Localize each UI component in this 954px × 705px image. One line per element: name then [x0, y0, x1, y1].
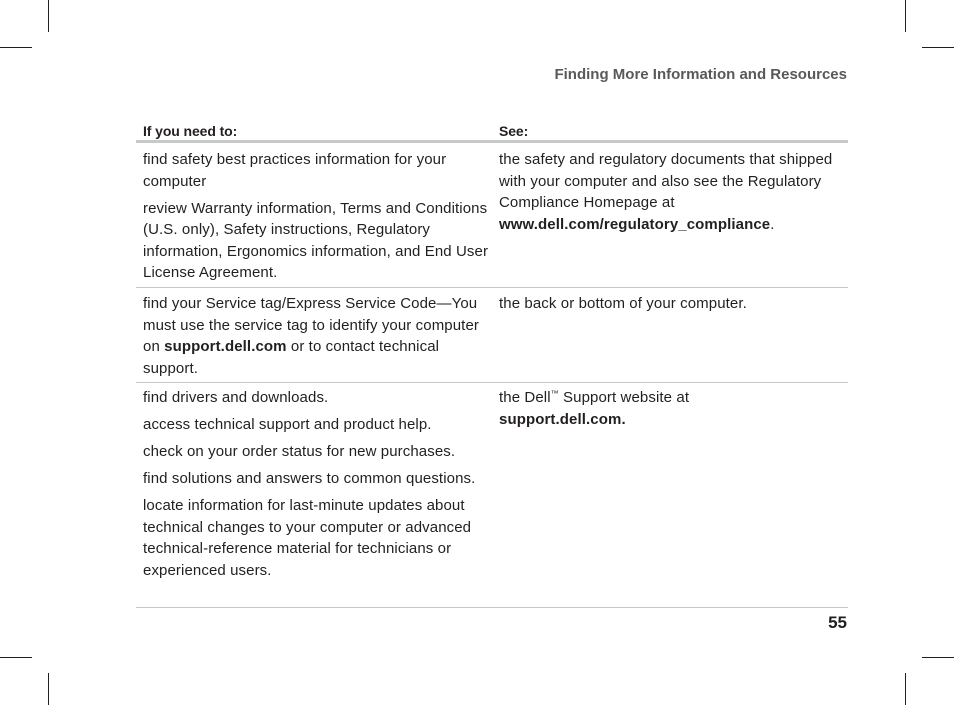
trademark-symbol: ™	[550, 389, 559, 398]
see-cell	[492, 387, 848, 607]
see-text-body: the Dell	[499, 389, 551, 406]
need-text-suffix: or to contact technical support.	[143, 338, 440, 377]
need-item: find drivers and downloads.	[143, 389, 329, 406]
crop-mark	[905, 0, 906, 32]
support-link[interactable]: support.dell.com	[164, 338, 287, 355]
table-row	[136, 143, 848, 288]
regulatory-compliance-link[interactable]: www.dell.com/regulatory_compliance	[499, 215, 771, 233]
need-item: find solutions and answers to common questions.	[143, 470, 476, 487]
need-cell	[136, 293, 492, 382]
see-cell	[492, 149, 848, 287]
see-text	[499, 149, 848, 235]
crop-mark	[0, 47, 32, 48]
see-text-suffix: .	[770, 215, 775, 233]
crop-mark	[0, 657, 32, 658]
need-item: access technical support and product help.	[143, 416, 432, 433]
column-header-see: See:	[499, 123, 529, 139]
table-row	[136, 383, 848, 608]
see-text: the back or bottom of your computer.	[499, 295, 747, 312]
need-item: find safety best practices information for your computer	[143, 151, 447, 190]
need-cell	[136, 387, 492, 607]
need-item: locate information for last-minute updates about technical changes to your computer or advanced technical-reference material for technicians or experienced users.	[143, 497, 472, 579]
column-header-need: If you need to:	[143, 123, 238, 139]
need-item: review Warranty information, Terms and Conditions (U.S. only), Safety instructions, Regulatory information, Ergonomics information, and End User License Agreement.	[143, 199, 489, 281]
crop-mark	[48, 0, 49, 32]
info-table	[136, 114, 848, 608]
see-text-body-2: Support website at	[558, 389, 690, 406]
crop-mark	[922, 47, 954, 48]
see-text-body: the safety and regulatory documents that shipped with your computer and also see the Regulatory Compliance Homepage at	[499, 151, 833, 211]
support-website-link[interactable]: support.dell.com.	[499, 410, 626, 428]
crop-mark	[922, 657, 954, 658]
need-item	[143, 293, 492, 379]
need-item: check on your order status for new purchases.	[143, 443, 456, 460]
crop-mark	[905, 673, 906, 705]
table-header	[136, 114, 848, 143]
running-head: Finding More Information and Resources	[554, 66, 847, 83]
table-row	[136, 288, 848, 383]
see-text	[499, 387, 848, 430]
see-cell	[492, 293, 848, 382]
need-cell	[136, 149, 492, 287]
need-text-body: find your Service tag/Express Service Code—You must use the service tag to identify your computer on	[143, 295, 479, 355]
page-number: 55	[828, 613, 847, 632]
crop-mark	[48, 673, 49, 705]
